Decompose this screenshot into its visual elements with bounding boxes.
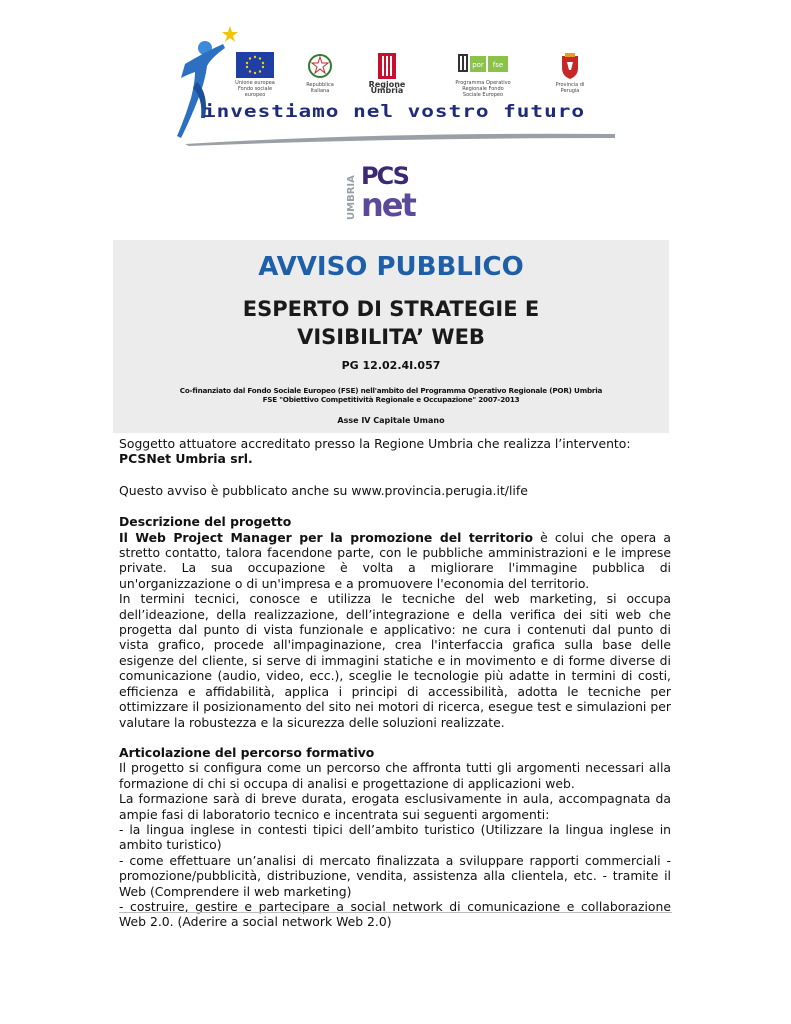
svg-text:por: por <box>472 61 484 69</box>
banner-swoosh <box>185 130 615 146</box>
articolazione-item-2: - come effettuare un’analisi di mercato finalizzata a sviluppare rapporti commerciali - promozione/pubblicità, distribuzione, vendita, assistenza alla clientela, etc. - tramite il Web (Comprendere il web marketing) <box>119 852 671 899</box>
soggetto-text: Soggetto attuatore accreditato presso la Regione Umbria che realizza l’intervento: <box>119 436 631 451</box>
descrizione-lead-rest: è colui che opera a stretto contatto, talora facendone parte, con le pubbliche amministrazioni e le imprese private. La sua occupazione è volta a migliorare l'immagine pubblica di un'organizzazione o di un'impresa e a promuovere l'economia del territorio. <box>119 529 671 591</box>
ente-name: PCSNet Umbria srl. <box>119 451 253 467</box>
articolazione-paragraph-1: Il progetto si configura come un percorso che affronta tutti gli argomenti necessari alla formazione di chi si occupa di analisi e progettazione di applicazioni web. <box>119 760 671 791</box>
articolazione-item-3: - costruire, gestire e partecipare a social network di comunicazione e collaborazione Web 2.0. (Aderire a social network Web 2.0) <box>119 898 671 930</box>
asse-label: Asse IV Capitale Umano <box>337 416 445 425</box>
header-box <box>113 240 669 433</box>
page-title: AVVISO PUBBLICO <box>258 252 524 282</box>
project-code: PG 12.02.4I.057 <box>341 359 441 372</box>
articolazione-item-1: - la lingua inglese in contesti tipici dell’ambito turistico (Utilizzare la lingua inglese in ambito turistico) <box>119 821 671 853</box>
funding-banner <box>175 22 615 147</box>
pcs-logo-side-text: UMBRIA <box>346 175 357 220</box>
descrizione-heading: Descrizione del progetto <box>119 514 292 530</box>
eu-flag-logo: Unione europea Fondo sociale europeo <box>233 52 277 110</box>
pcs-logo-top-text: PCS <box>361 162 408 190</box>
page-subtitle <box>113 295 669 351</box>
repubblica-italiana-logo: Repubblica Italiana <box>297 52 343 110</box>
svg-text:fse: fse <box>492 61 504 69</box>
emblem-icon <box>307 52 333 80</box>
subtitle-line-2: VISIBILITA’ WEB <box>297 325 485 349</box>
cofinancing-note <box>113 386 669 404</box>
regione-umbria-logo: Regione Umbria <box>361 52 413 110</box>
eu-flag-icon <box>236 52 274 78</box>
pcs-logo-bottom-text: net <box>361 186 415 222</box>
descrizione-paragraph-2: In termini tecnici, conosce e utilizza le tecniche del web marketing, si occupa dell’ideazione, della realizzazione, dell’integrazione e della verifica dei siti web che progetta dal punto di vista funzionale e applicativo: ne cura i contenuti dal punto di vista grafico, procede all'impaginazione, crea l'interfaccia grafica sulla base delle esigenze del cliente, si serve di immagini statiche e in movimento e di forme diverse di comunicazione (audio, video, ecc.), sceglie le tecnologie più adatte in termini di costi, efficienza e affidabilità, applica i principi di accessibilità, adotta le tecniche per ottimizzare il posizionamento del sito nei motori di ricerca, esegue test e simulazioni per valutare la robustezza e la sicurezza delle soluzioni realizzate. <box>119 591 671 730</box>
regione-umbria-icon <box>377 52 397 80</box>
cofinancing-line-1: Co-finanziato dal Fondo Sociale Europeo (FSE) nell'ambito del Programma Operativo Regionale (POR) Umbria <box>179 386 603 395</box>
descrizione-lead: Il Web Project Manager per la promozione del territorio <box>119 529 533 545</box>
articolazione-paragraph-2: La formazione sarà di breve durata, erogata esclusivamente in aula, accompagnata da ampie fasi di laboratorio tecnico e incentrata sui seguenti argomenti: <box>119 791 671 822</box>
articolazione-heading: Articolazione del percorso formativo <box>119 744 375 760</box>
por-fse-logo: por fse Programma Operativo Regionale Fondo Sociale Europeo <box>453 52 513 110</box>
cofinancing-line-2: FSE "Obiettivo Competitività Regionale e Occupazione" 2007-2013 <box>262 395 520 404</box>
pubblicato-text: Questo avviso è pubblicato anche su www.provincia.perugia.it/life <box>119 482 528 498</box>
descrizione-paragraph-1 <box>119 530 671 592</box>
document-body <box>119 436 671 930</box>
pcsnet-logo <box>345 160 435 222</box>
banner-slogan: investiamo nel vostro futuro <box>203 102 586 122</box>
subtitle-line-1: ESPERTO DI STRATEGIE E <box>242 297 540 321</box>
por-fse-icon <box>456 52 510 78</box>
provincia-perugia-logo: Provincia di Perugia <box>549 52 591 110</box>
footer-divider <box>119 912 672 913</box>
griffin-crest-icon <box>559 52 581 80</box>
